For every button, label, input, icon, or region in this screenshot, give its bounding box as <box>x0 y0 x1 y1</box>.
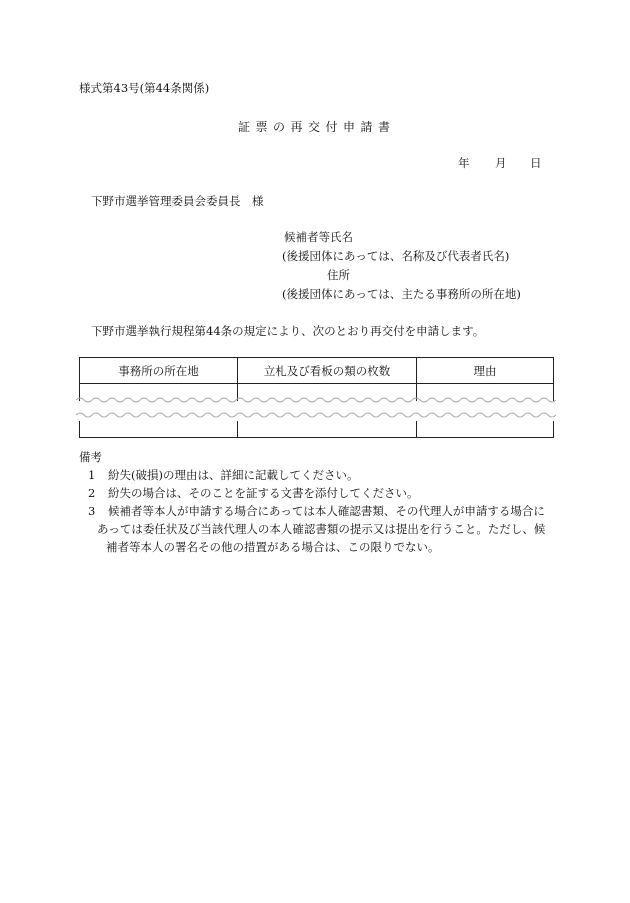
cell-sign-count[interactable] <box>238 421 417 438</box>
application-statement: 下野市選挙執行規程第44条の規定により、次のとおり再交付を申請します。 <box>91 324 485 338</box>
note-item <box>88 486 419 500</box>
note-number: 3 <box>88 504 96 518</box>
header-reason: 理由 <box>417 358 554 384</box>
date-year-label: 年 <box>458 156 470 170</box>
candidate-address-note: (後援団体にあっては、主たる事務所の所在地) <box>282 287 521 301</box>
note-text-continued: あっては委任状及び当該代理人の本人確認書類の提示又は提出を行うこと。ただし、候 <box>97 522 546 536</box>
note-text-continued: 補者等本人の署名その他の措置がある場合は、この限りでない。 <box>106 540 440 554</box>
table-header-row <box>80 358 554 384</box>
reissue-table-continued <box>79 421 554 438</box>
document-title: 証票の再交付申請書 <box>238 120 396 134</box>
table-break-wave <box>76 410 556 420</box>
table-row <box>80 421 554 438</box>
note-text: 候補者等本人が申請する場合にあっては本人確認書類、その代理人が申請する場合に <box>108 504 545 518</box>
date-month-label: 月 <box>495 156 507 170</box>
note-item <box>88 504 545 518</box>
note-text: 紛失(破損)の理由は、詳細に記載してください。 <box>108 468 359 482</box>
addressee: 下野市選挙管理委員会委員長 様 <box>91 194 264 208</box>
note-number: 2 <box>88 486 96 500</box>
table-break-wave <box>76 395 556 405</box>
note-text: 紛失の場合は、そのことを証する文書を添付してください。 <box>108 486 419 500</box>
note-number: 1 <box>88 468 96 482</box>
notes-title: 備考 <box>79 450 102 464</box>
date-day-label: 日 <box>530 156 542 170</box>
cell-reason[interactable] <box>417 421 554 438</box>
header-sign-count: 立札及び看板の類の枚数 <box>238 358 417 384</box>
candidate-name-label: 候補者等氏名 <box>284 230 353 244</box>
candidate-name-note: (後援団体にあっては、名称及び代表者氏名) <box>282 249 510 263</box>
candidate-address-label: 住所 <box>327 268 350 282</box>
note-item <box>88 468 358 482</box>
cell-office-location[interactable] <box>80 421 238 438</box>
form-number: 様式第43号(第44条関係) <box>79 81 210 95</box>
header-office-location: 事務所の所在地 <box>80 358 238 384</box>
